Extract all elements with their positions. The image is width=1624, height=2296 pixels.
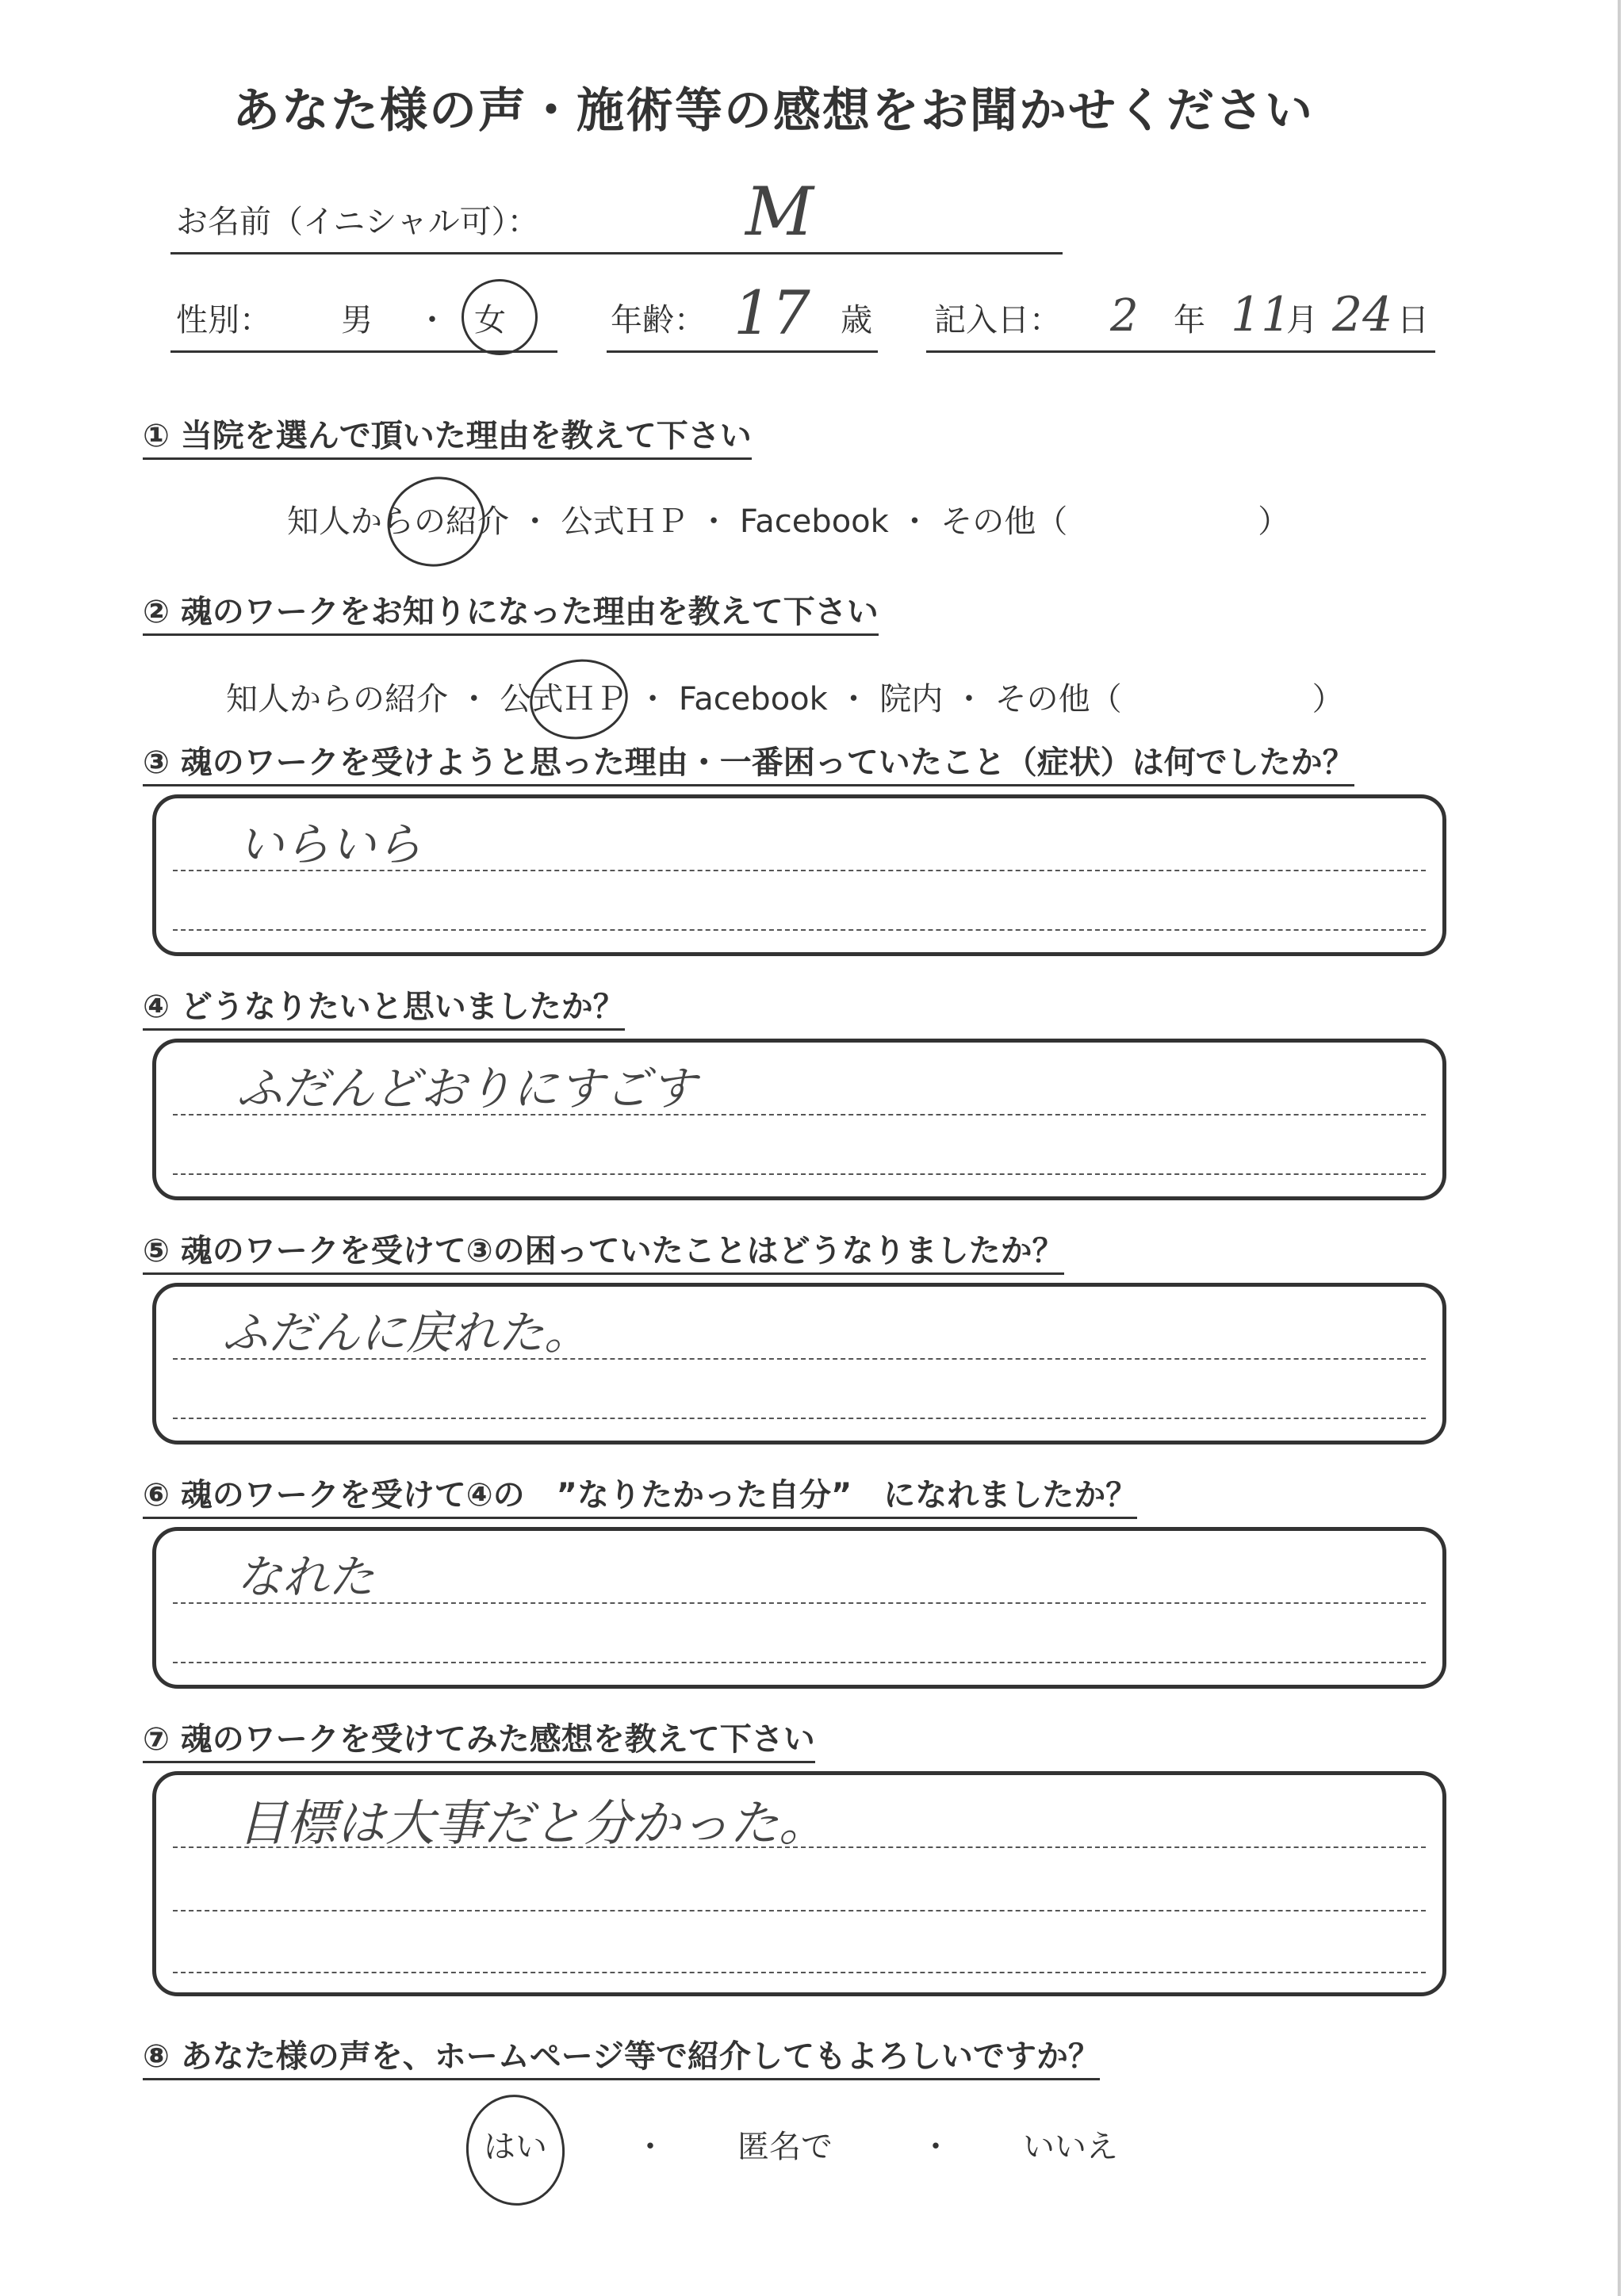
q8-separator-2: ・ (920, 2129, 952, 2165)
q7-dash-line-3 (173, 1972, 1426, 1973)
q5-heading: ⑤ 魂のワークを受けて③の困っていたことはどうなりましたか？ (143, 1226, 1064, 1275)
q7-dash-line-1 (173, 1846, 1426, 1848)
q6-heading: ⑥ 魂のワークを受けて④の ”なりたかった自分” になれましたか？ (143, 1470, 1137, 1519)
date-day-unit: 日 (1397, 302, 1429, 339)
q8-heading: ⑧ あなた様の声を、ホームページ等で紹介してもよろしいですか？ (143, 2031, 1100, 2080)
age-underline (607, 350, 878, 353)
q8-separator-1: ・ (634, 2129, 666, 2165)
q4-answer[interactable]: ふだんどおりにすごす (236, 1062, 697, 1115)
gender-separator: ・ (416, 302, 448, 339)
date-year-unit: 年 (1174, 302, 1205, 339)
name-value[interactable]: M (745, 173, 814, 251)
q5-answer[interactable]: ふだんに戻れた。 (222, 1306, 591, 1360)
q1-selected-circle (376, 465, 497, 580)
q4-dash-line-1 (173, 1114, 1426, 1115)
q7-dash-line-2 (173, 1910, 1426, 1911)
name-underline (170, 252, 1063, 254)
q2-options[interactable]: 知人からの紹介 ・ 公式ＨＰ ・ Facebook ・ 院内 ・ その他（ ） (226, 681, 1344, 718)
q6-answer[interactable]: なれた (236, 1550, 375, 1604)
q6-dash-line-1 (173, 1602, 1426, 1604)
age-label: 年齢： (611, 302, 706, 339)
date-month-unit: 月 (1286, 302, 1318, 339)
q8-option-anonymous[interactable]: 匿名で (737, 2129, 833, 2165)
q8-option-yes[interactable]: はい (484, 2129, 547, 2165)
q3-dash-line-1 (173, 870, 1426, 871)
q4-heading: ④ どうなりたいと思いましたか？ (143, 982, 625, 1031)
age-unit: 歳 (841, 302, 872, 339)
q8-option-no[interactable]: いいえ (1023, 2129, 1118, 2165)
gender-label: 性別： (176, 302, 271, 339)
age-value[interactable]: 17 (733, 277, 810, 348)
page-title: あなた様の声・施術等の感想をお聞かせください (232, 83, 1314, 139)
q7-heading: ⑦ 魂のワークを受けてみた感想を教えて下さい (143, 1714, 815, 1763)
gender-male[interactable]: 男 (341, 302, 373, 339)
q1-options[interactable]: 知人からの紹介 ・ 公式ＨＰ ・ Facebook ・ その他（ ） (287, 503, 1290, 540)
date-label: 記入日： (934, 302, 1061, 339)
q4-dash-line-2 (173, 1173, 1426, 1175)
q5-dash-line-1 (173, 1358, 1426, 1360)
date-day[interactable]: 24 (1332, 287, 1393, 342)
date-month[interactable]: 11 (1231, 287, 1292, 342)
q3-heading: ③ 魂のワークを受けようと思った理由・一番困っていたこと（症状）は何でしたか？ (143, 737, 1354, 786)
q8-selected-circle (461, 2090, 570, 2210)
q3-dash-line-2 (173, 929, 1426, 931)
q7-answer[interactable]: 目標は大事だと分かった。 (238, 1794, 829, 1852)
name-label: お名前（イニシャル可）： (176, 204, 539, 240)
q5-dash-line-2 (173, 1418, 1426, 1419)
q6-dash-line-2 (173, 1662, 1426, 1663)
q1-heading: ① 当院を選んで頂いた理由を教えて下さい (143, 411, 752, 460)
gender-female[interactable]: 女 (474, 302, 506, 339)
q3-answer[interactable]: いらいら (238, 817, 423, 871)
date-year[interactable]: 2 (1110, 290, 1139, 342)
q2-selected-circle (523, 652, 634, 747)
gender-underline (170, 350, 557, 353)
scan-edge (1618, 0, 1621, 2296)
date-underline (926, 350, 1435, 353)
q2-heading: ② 魂のワークをお知りになった理由を教えて下さい (143, 587, 879, 636)
gender-female-circle (462, 279, 538, 355)
